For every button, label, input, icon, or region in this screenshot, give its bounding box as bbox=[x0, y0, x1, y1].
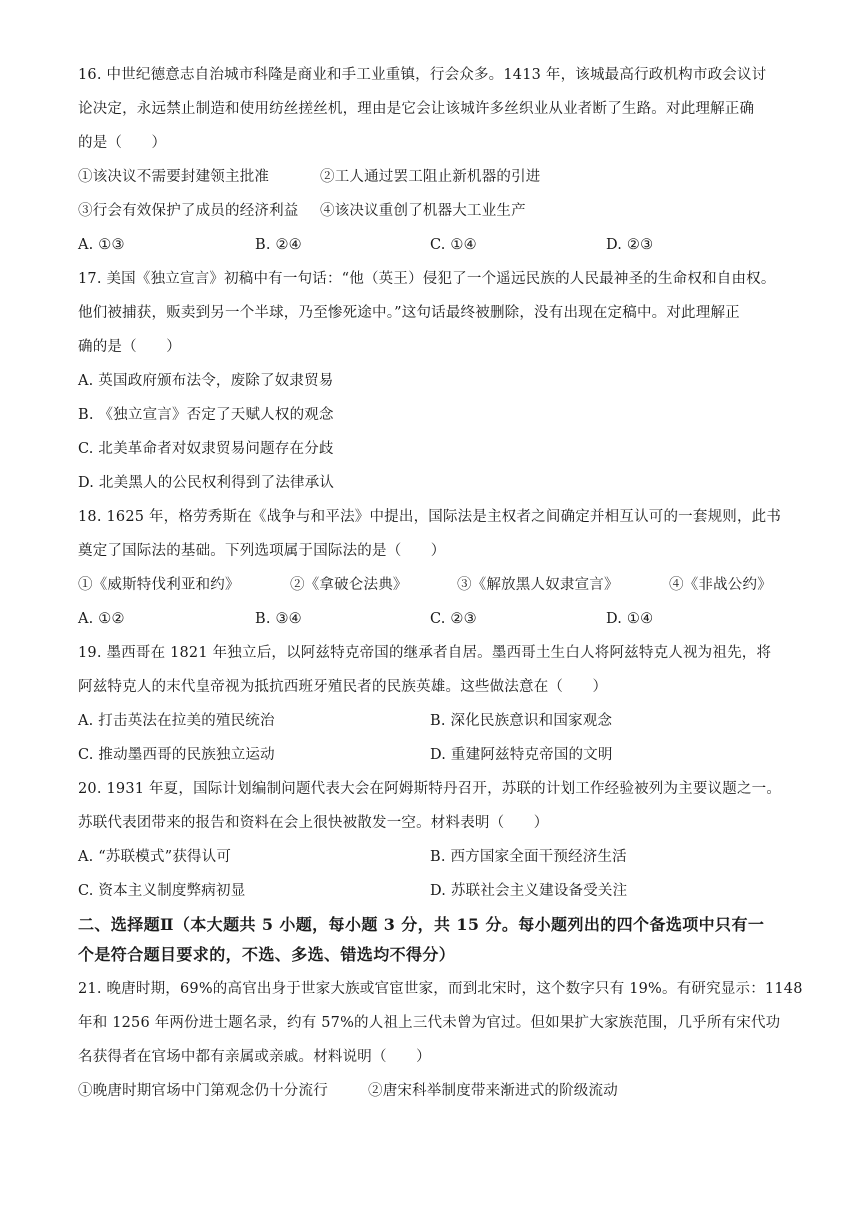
option-b[interactable]: B. 深化民族意识和国家观念 bbox=[430, 713, 613, 729]
option-d[interactable]: D. ①④ bbox=[606, 611, 654, 627]
option-d[interactable]: D. 苏联社会主义建设备受关注 bbox=[430, 883, 628, 899]
option-c[interactable]: C. 推动墨西哥的民族独立运动 bbox=[78, 747, 275, 763]
question-stem-line: 20. 1931 年夏，国际计划编制问题代表大会在阿姆斯特丹召开，苏联的计划工作经验被列为主要议题之一。 bbox=[78, 781, 782, 797]
option-b[interactable]: B. 西方国家全面干预经济生活 bbox=[430, 849, 627, 865]
option-b[interactable]: B. 《独立宣言》否定了天赋人权的观念 bbox=[78, 407, 334, 423]
question-stem-line: 确的是（ ） bbox=[78, 339, 181, 355]
question-stem-line: 19. 墨西哥在 1821 年独立后，以阿兹特克帝国的继承者自居。墨西哥土生白人将阿兹特克人视为祖先，将 bbox=[78, 645, 772, 661]
question-stem-line: 阿兹特克人的末代皇帝视为抵抗西班牙殖民者的民族英雄。这些做法意在（ ） bbox=[78, 679, 608, 695]
option-a[interactable]: A. 英国政府颁布法令，废除了奴隶贸易 bbox=[78, 373, 334, 389]
question-stem-line: 21. 晚唐时期，69%的高官出身于世家大族或官宦世家，而到北宋时，这个数字只有 19%。有研究显示：1148 bbox=[78, 981, 803, 997]
question-stem-line: 17. 美国《独立宣言》初稿中有一句话：“他（英王）侵犯了一个遥远民族的人民最神圣的生命权和自由权。 bbox=[78, 271, 776, 287]
question-stem-line: 苏联代表团带来的报告和资料在会上很快被散发一空。材料表明（ ） bbox=[78, 815, 549, 831]
option-d[interactable]: D. 北美黑人的公民权利得到了法律承认 bbox=[78, 475, 335, 491]
statement-item-1: ①该决议不需要封建领主批准 bbox=[78, 169, 270, 185]
question-stem-line: 他们被捕获，贩卖到另一个半球，乃至惨死途中。”这句话最终被删除，没有出现在定稿中。对此理解正 bbox=[78, 305, 740, 321]
statement-item-3: ③行会有效保护了成员的经济利益 bbox=[78, 203, 299, 219]
statement-item-4: ④该决议重创了机器大工业生产 bbox=[320, 203, 526, 219]
section-heading-line: 个是符合题目要求的，不选、多选、错选均不得分） bbox=[78, 945, 456, 964]
question-stem-line: 的是（ ） bbox=[78, 135, 167, 151]
option-c[interactable]: C. ②③ bbox=[430, 611, 477, 627]
question-stem-line: 18. 1625 年，格劳秀斯在《战争与和平法》中提出，国际法是主权者之间确定并相互认可的一套规则，此书 bbox=[78, 509, 782, 525]
statement-item-4: ④《非战公约》 bbox=[669, 577, 772, 593]
option-a[interactable]: A. ①③ bbox=[78, 237, 125, 253]
statement-item-2: ②工人通过罢工阻止新机器的引进 bbox=[320, 169, 541, 185]
question-stem-line: 16. 中世纪德意志自治城市科隆是商业和手工业重镇，行会众多。1413 年，该城最高行政机构市政会议讨 bbox=[78, 67, 767, 83]
option-a[interactable]: A. “苏联模式”获得认可 bbox=[78, 849, 232, 865]
option-b[interactable]: B. ③④ bbox=[255, 611, 302, 627]
option-d[interactable]: D. 重建阿兹特克帝国的文明 bbox=[430, 747, 613, 763]
question-stem-line: 奠定了国际法的基础。下列选项属于国际法的是（ ） bbox=[78, 543, 446, 559]
statement-item-1: ①《威斯特伐利亚和约》 bbox=[78, 577, 240, 593]
statement-item-1: ①晚唐时期官场中门第观念仍十分流行 bbox=[78, 1083, 328, 1099]
option-c[interactable]: C. 资本主义制度弊病初显 bbox=[78, 883, 246, 899]
option-a[interactable]: A. ①② bbox=[78, 611, 125, 627]
question-stem-line: 名获得者在官场中都有亲属或亲戚。材料说明（ ） bbox=[78, 1049, 431, 1065]
statement-item-2: ②《拿破仑法典》 bbox=[290, 577, 408, 593]
option-d[interactable]: D. ②③ bbox=[606, 237, 654, 253]
option-c[interactable]: C. 北美革命者对奴隶贸易问题存在分歧 bbox=[78, 441, 334, 457]
option-c[interactable]: C. ①④ bbox=[430, 237, 477, 253]
option-b[interactable]: B. ②④ bbox=[255, 237, 302, 253]
statement-item-2: ②唐宋科举制度带来渐进式的阶级流动 bbox=[368, 1083, 618, 1099]
statement-item-3: ③《解放黑人奴隶宣言》 bbox=[457, 577, 619, 593]
section-heading-line: 二、选择题Ⅱ（本大题共 5 小题，每小题 3 分，共 15 分。每小题列出的四个备选项中只有一 bbox=[78, 915, 765, 934]
question-stem-line: 论决定，永远禁止制造和使用纺丝搓丝机，理由是它会让该城许多丝织业从业者断了生路。对此理解正确 bbox=[78, 101, 755, 117]
option-a[interactable]: A. 打击英法在拉美的殖民统治 bbox=[78, 713, 275, 729]
question-stem-line: 年和 1256 年两份进士题名录，约有 57%的人祖上三代未曾为官过。但如果扩大家族范围，几乎所有宋代功 bbox=[78, 1015, 781, 1031]
